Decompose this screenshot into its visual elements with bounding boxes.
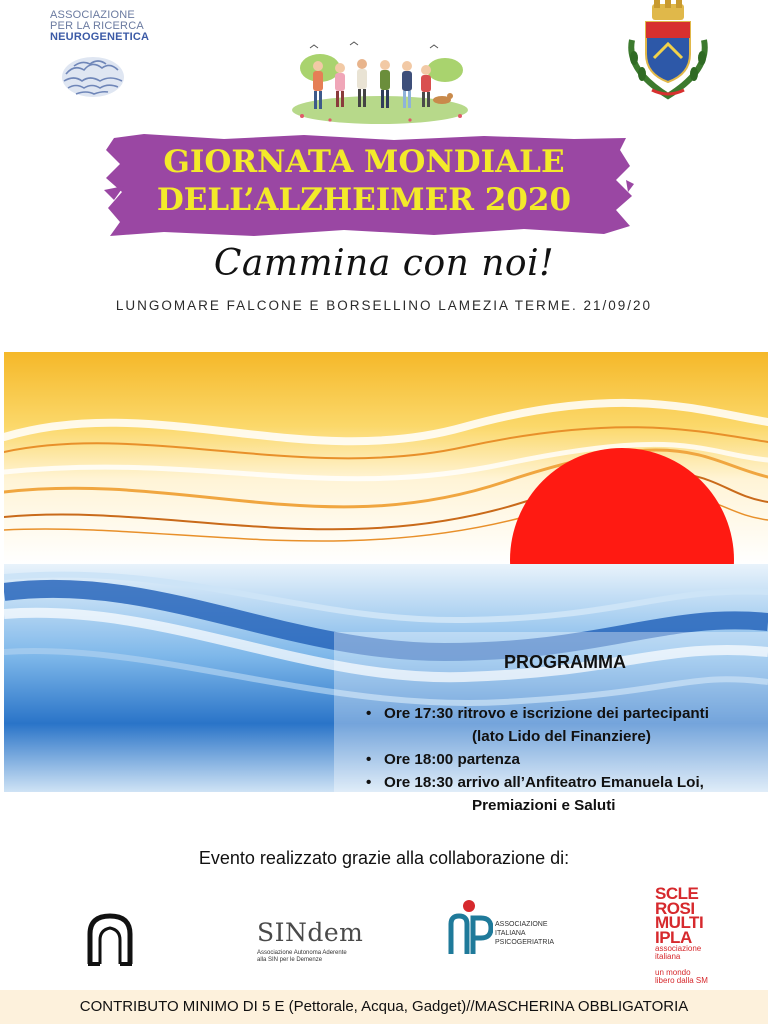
programme-item [362, 748, 767, 771]
programme-item-text: Ore 18:00 partenza [384, 751, 520, 768]
walking-people-illustration [290, 40, 470, 125]
sindem-logo [255, 918, 364, 964]
sm-line4: IPLA [655, 927, 692, 947]
logo-text-line2: PER LA RICERCA [50, 20, 144, 32]
event-title-line1: GIORNATA MONDIALE [163, 144, 565, 180]
programme-item-subtext: (lato Lido del Finanziere) [472, 728, 651, 745]
aip-logo [447, 898, 557, 960]
programme-list [362, 702, 767, 817]
event-title [104, 143, 624, 219]
arch-logo [86, 912, 134, 968]
aip-mark-icon [447, 898, 493, 960]
collaboration-text: Evento realizzato grazie alla collaborazione di: [198, 848, 570, 868]
aip-text-line3: PSICOGERIATRIA [495, 939, 554, 946]
sindem-subtitle-line2: alla SIN per le Demenze [257, 957, 323, 963]
event-location-date: LUNGOMARE FALCONE E BORSELLINO LAMEZIA TERME. 21/09/20 [115, 298, 653, 313]
aip-text-line1: ASSOCIAZIONE [495, 921, 548, 928]
footer-bar [0, 990, 768, 1024]
title-banner [104, 130, 634, 245]
sindem-name: SINdem [257, 918, 364, 947]
logo-text-line3: NEUROGENETICA [50, 31, 150, 43]
programme-item-text: Ore 17:30 ritrovo e iscrizione dei partecipanti [384, 705, 709, 722]
sm-line8: libero dalla SM [655, 976, 708, 985]
programme-item [362, 771, 767, 817]
aip-text-line2: ITALIANA [495, 930, 526, 937]
sm-line3: MULTI [655, 913, 704, 932]
sm-line1: SCLE [655, 884, 699, 903]
event-title-line2: DELL’ALZHEIMER 2020 [156, 182, 572, 218]
research-association-logo [50, 10, 160, 105]
municipal-crest [622, 0, 714, 100]
sindem-subtitle [257, 950, 347, 964]
programme-item [362, 702, 767, 748]
programme-item-text: Ore 18:30 arrivo all’Anfiteatro Emanuela Loi, [384, 774, 704, 791]
sm-line2: ROSI [655, 898, 695, 918]
logo-text-line1: ASSOCIAZIONE [50, 9, 135, 21]
programme-item-subtext: Premiazioni e Saluti [472, 797, 616, 814]
aip-text [495, 920, 554, 947]
sm-line5: associazione [655, 944, 702, 953]
sclerosi-multipla-logo [655, 884, 717, 985]
sm-line7: un mondo [655, 968, 691, 977]
brain-icon [60, 54, 126, 100]
tagline: Cammina con noi! [213, 243, 555, 284]
sindem-subtitle-line1: Associazione Autonoma Aderente [257, 950, 347, 956]
programme-title: PROGRAMMA [504, 652, 626, 672]
footer-text: CONTRIBUTO MINIMO DI 5 E (Pettorale, Acqua, Gadget)//MASCHERINA OBBLIGATORIA [79, 998, 689, 1015]
sm-line6: italiana [655, 952, 681, 961]
